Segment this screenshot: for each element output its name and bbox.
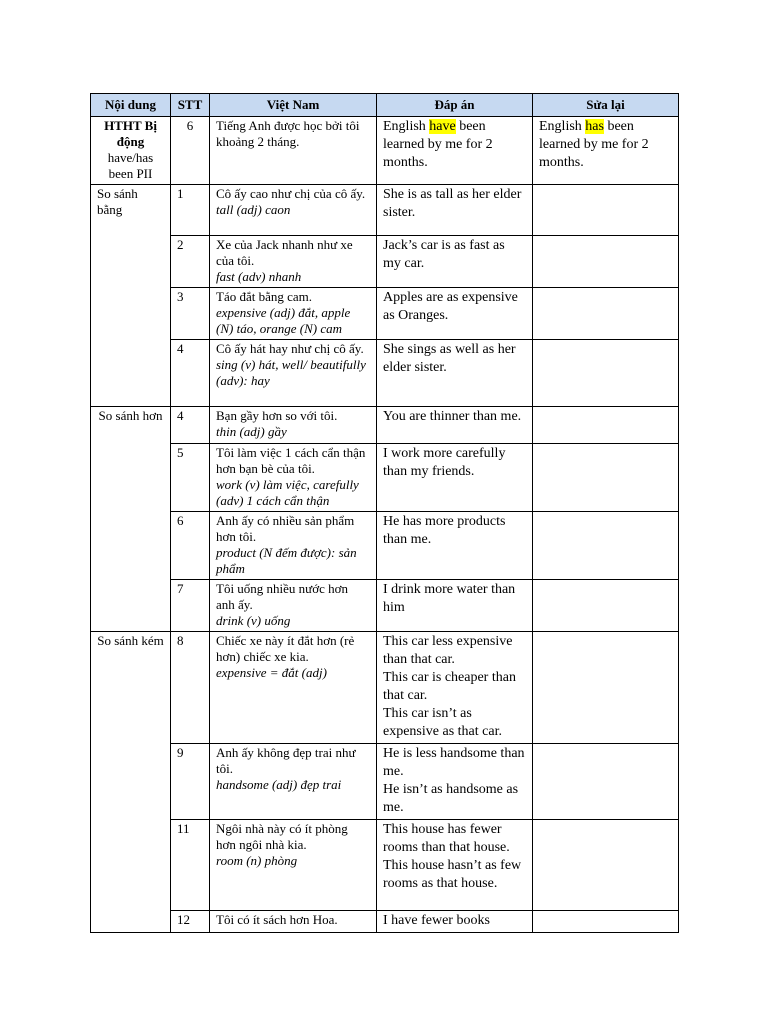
stt-cell [171,744,210,820]
viet-cell [210,512,377,580]
stt-number: 9 [177,745,184,760]
table-row [91,580,679,632]
topic-label: So sánh hơn [98,408,163,423]
viet-sentence: Táo đắt bằng cam. [216,289,313,304]
viet-sentence: Tôi có ít sách hơn Hoa. [216,912,338,927]
correction-cell [533,512,679,580]
stt-number: 1 [177,186,184,201]
vocab-hint: expensive (adj) đắt, apple (N) táo, orange (N) cam [216,305,351,336]
answer-cell [377,911,533,933]
correction-cell [533,911,679,933]
answer-cell [377,632,533,744]
table-row [91,236,679,288]
correction-cell [533,632,679,744]
stt-number: 7 [177,581,184,596]
viet-cell [210,744,377,820]
stt-number: 12 [177,912,190,927]
viet-cell [210,911,377,933]
answer-line: Jack’s car is as fast as my car. [383,238,505,271]
viet-sentence: Cô ấy hát hay như chị cô ấy. [216,341,364,356]
answer-text-pre: English [383,119,430,134]
stt-number: 6 [177,513,184,528]
answer-line: Apples are as expensive as Oranges. [383,290,518,323]
answer-line: He isn’t as handsome as me. [383,782,519,815]
vocab-hint: product (N đếm được): sản phẩm [216,545,357,576]
correction-cell [533,580,679,632]
table-row [91,512,679,580]
stt-number: 3 [177,289,184,304]
vocab-hint: handsome (adj) đẹp trai [216,777,342,792]
viet-cell [210,340,377,407]
stt-number: 4 [177,408,184,423]
topic-subtitle: have/has been PII [107,150,154,181]
correction-cell [533,117,679,185]
viet-cell [210,580,377,632]
answer-text-post: been learned by me for 2 months. [383,119,493,170]
viet-sentence: Tôi làm việc 1 cách cẩn thận hơn bạn bè của tôi. [216,445,366,476]
table-row [91,340,679,407]
vocab-hint: drink (v) uống [216,613,291,628]
answer-cell [377,185,533,236]
correction-text-post: been learned by me for 2 months. [539,119,649,170]
correction-cell [533,236,679,288]
answer-line: He is less handsome than me. [383,746,525,779]
correction-cell [533,185,679,236]
stt-cell [171,911,210,933]
table-row [91,117,679,185]
stt-cell [171,632,210,744]
stt-number: 2 [177,237,184,252]
answer-line: This car is cheaper than that car. [383,670,516,703]
answer-line: This car less expensive than that car. [383,634,513,667]
header-dap-an: Đáp án [377,94,533,117]
viet-cell [210,820,377,911]
answer-cell [377,580,533,632]
stt-number: 8 [177,633,184,648]
vocab-hint: sing (v) hát, well/ beautifully (adv): hay [216,357,366,388]
table-row [91,911,679,933]
answer-cell [377,117,533,185]
answer-cell [377,407,533,444]
grammar-table [90,93,679,933]
viet-cell [210,288,377,340]
answer-cell [377,744,533,820]
topic-cell [91,407,171,632]
table-row [91,288,679,340]
correction-cell [533,407,679,444]
correction-cell [533,444,679,512]
answer-line: He has more products than me. [383,514,506,547]
viet-cell [210,185,377,236]
answer-line: This car isn’t as expensive as that car. [383,706,502,739]
table-row [91,744,679,820]
answer-line: You are thinner than me. [383,409,522,424]
viet-cell [210,444,377,512]
correction-highlight: has [585,119,604,134]
viet-sentence: Cô ấy cao như chị của cô ấy. [216,186,366,201]
vocab-hint: thin (adj) gầy [216,424,287,439]
stt-number: 5 [177,445,184,460]
viet-cell [210,236,377,288]
answer-cell [377,820,533,911]
answer-cell [377,288,533,340]
topic-label: So sánh kém [97,633,164,648]
table-row [91,632,679,744]
viet-cell [210,117,377,185]
answer-line: This house has fewer rooms than that house. [383,822,510,855]
stt-number: 6 [186,118,194,133]
stt-cell [171,407,210,444]
stt-cell [171,580,210,632]
table-row [91,407,679,444]
answer-line: She sings as well as her elder sister. [383,342,516,375]
answer-line: She is as tall as her elder sister. [383,187,522,220]
stt-cell [171,820,210,911]
stt-cell [171,236,210,288]
vocab-hint: room (n) phòng [216,853,298,868]
table-row [91,820,679,911]
stt-cell [171,288,210,340]
viet-sentence: Chiếc xe này ít đắt hơn (rẻ hơn) chiếc xe kia. [216,633,355,664]
answer-cell [377,340,533,407]
vocab-hint: fast (adv) nhanh [216,269,302,284]
table-header-row [91,94,679,117]
header-viet-nam: Việt Nam [210,94,377,117]
viet-sentence: Tôi uống nhiều nước hơn anh ấy. [216,581,348,612]
correction-cell [533,820,679,911]
viet-sentence: Xe của Jack nhanh như xe của tôi. [216,237,353,268]
answer-cell [377,512,533,580]
answer-cell [377,236,533,288]
topic-cell [91,117,171,185]
viet-cell [210,407,377,444]
header-sua-lai: Sửa lại [533,94,679,117]
answer-cell [377,444,533,512]
viet-sentence: Anh ấy không đẹp trai như tôi. [216,745,356,776]
viet-sentence: Bạn gầy hơn so với tôi. [216,408,338,423]
correction-cell [533,744,679,820]
answer-line: I drink more water than him [383,582,516,615]
answer-line: I work more carefully than my friends. [383,446,506,479]
table-row [91,444,679,512]
topic-label: So sánh bằng [97,186,138,217]
answer-line: I have fewer books [383,913,490,928]
header-noi-dung: Nội dung [91,94,171,117]
viet-sentence: Ngôi nhà này có ít phòng hơn ngôi nhà kia. [216,821,348,852]
correction-text-pre: English [539,119,586,134]
topic-cell [91,185,171,407]
correction-cell [533,288,679,340]
viet-cell [210,632,377,744]
vocab-hint: tall (adj) caon [216,202,291,217]
stt-cell [171,117,210,185]
answer-highlight: have [429,119,456,134]
table-row [91,185,679,236]
vocab-hint: expensive = đắt (adj) [216,665,327,680]
stt-cell [171,340,210,407]
stt-number: 4 [177,341,184,356]
viet-sentence: Tiếng Anh được học bởi tôi khoảng 2 tháng. [216,118,360,149]
correction-cell [533,340,679,407]
header-stt: STT [171,94,210,117]
stt-cell [171,444,210,512]
stt-cell [171,185,210,236]
topic-cell [91,632,171,933]
stt-cell [171,512,210,580]
topic-title: HTHT Bị động [104,118,157,149]
vocab-hint: work (v) làm việc, carefully (adv) 1 cách cẩn thận [216,477,359,508]
viet-sentence: Anh ấy có nhiều sản phẩm hơn tôi. [216,513,355,544]
stt-number: 11 [177,821,190,836]
answer-line: This house hasn’t as few rooms as that house. [383,858,522,891]
